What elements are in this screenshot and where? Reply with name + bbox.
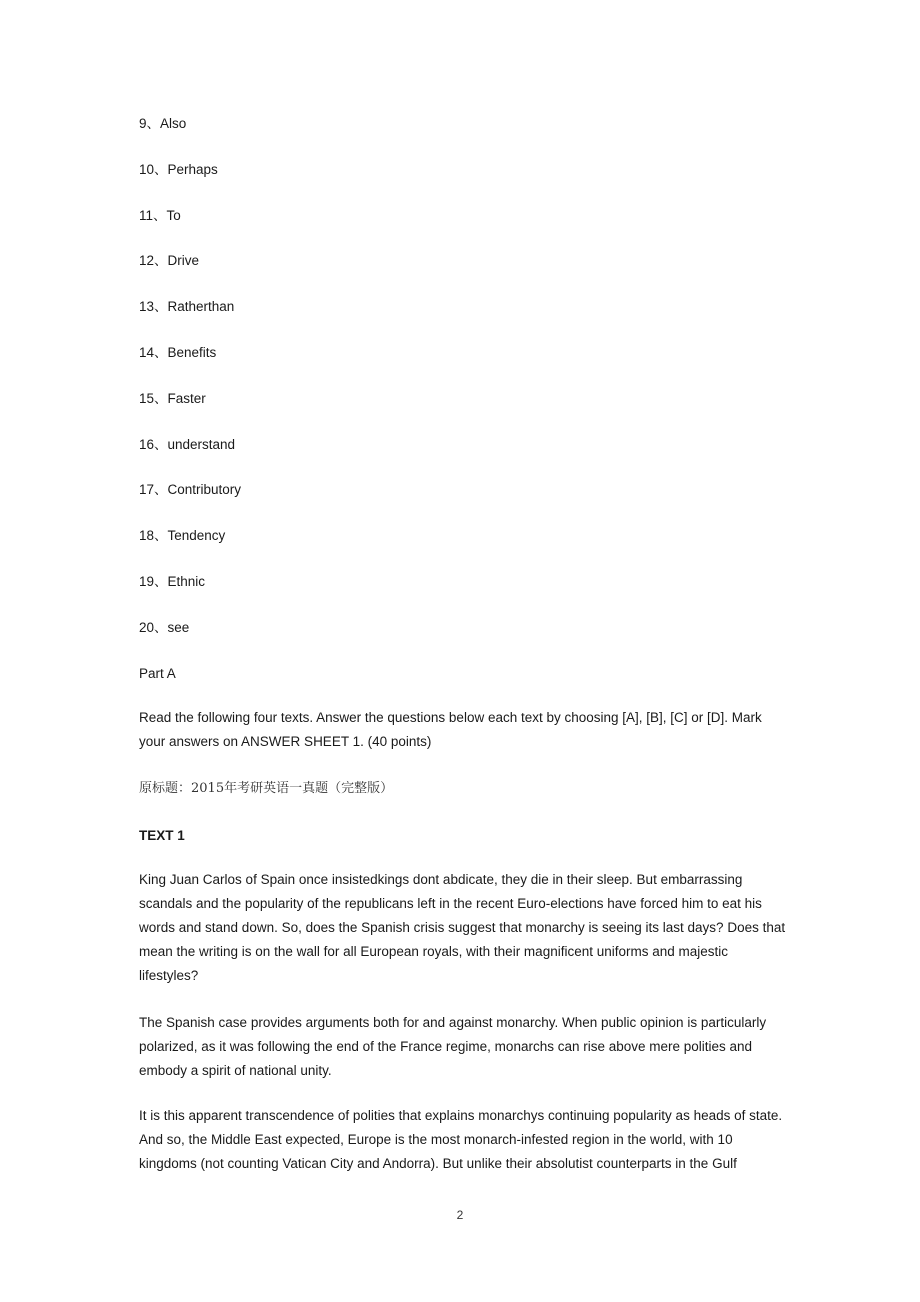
instructions-text: Read the following four texts. Answer the questions below each text by choosing [A], [B], [C] or [D]. Mark your answers on ANSWER SHEET 1. (40 points)	[139, 710, 762, 749]
answer-item: 17、Contributory	[139, 482, 242, 498]
page-number: 2	[456, 1208, 464, 1222]
answer-item: 15、Faster	[139, 390, 206, 406]
answer-item: 12、Drive	[139, 253, 200, 269]
answer-item: 19、Ethnic	[139, 573, 206, 589]
answer-item: 9、Also	[139, 116, 187, 131]
answer-item: 18、Tendency	[139, 528, 226, 544]
paragraph-3: It is this apparent transcendence of polities that explains monarchys continuing popularity as heads of state. And so, the Middle East expected, Europe is the most monarch-infested region in the world, with 10 kingdoms (not counting Vatican City and Andorra). But unlike their absolutist counterparts in the Gulf	[139, 1108, 783, 1171]
part-a-heading: Part A	[139, 666, 176, 681]
answer-list	[139, 116, 241, 666]
answer-item: 20、see	[139, 619, 190, 635]
answer-item: 13、Ratherthan	[139, 299, 235, 315]
answer-item: 10、Perhaps	[139, 161, 218, 177]
answer-item: 16、understand	[139, 436, 236, 452]
paragraph-2: The Spanish case provides arguments both for and against monarchy. When public opinion is particularly polarized, as it was following the end of the France regime, monarchs can rise above mere polities and embody a spirit of national unity.	[139, 1015, 767, 1078]
text-1-heading: TEXT 1	[139, 828, 185, 843]
original-title: 原标题：2015年考研英语一真题（完整版）	[139, 781, 394, 796]
answer-item: 11、To	[139, 207, 181, 223]
answer-item: 14、Benefits	[139, 344, 217, 360]
paragraph-1: King Juan Carlos of Spain once insistedkings dont abdicate, they die in their sleep. But embarrassing scandals and the popularity of the republicans left in the recent Euro-elections have forced him to eat his words and stand down. So, does the Spanish crisis suggest that monarchy is seeing its last days? Does that mean the writing is on the wall for all European royals, with their magnificent uniforms and majestic lifestyles?	[139, 872, 786, 983]
